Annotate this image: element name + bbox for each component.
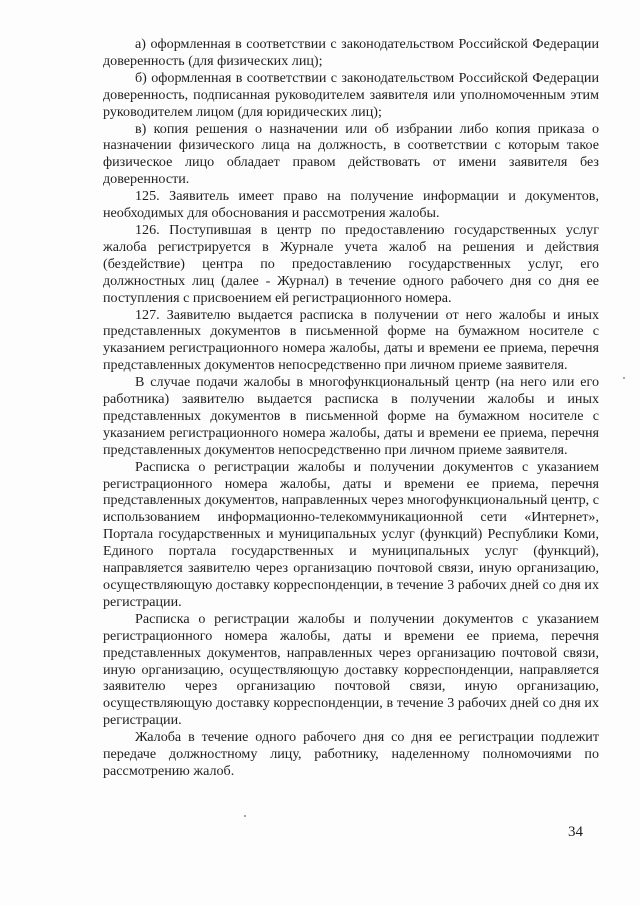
page-number: 34 xyxy=(568,824,583,840)
paragraph-receipt-internet: Расписка о регистрации жалобы и получении документов с указанием регистрационного номера жалобы, даты и времени ее приема, перечня представленных документов, направленных через многофункциональный центр, с использованием информационно-телекоммуникационной сети «Интернет», Портала государственных и муниципальных услуг (функций) Республики Коми, Единого портала государственных и муниципальных услуг (функций), направляется заявителю через организацию почтовой связи, иную организацию, осуществляющую доставку корреспонденции, в течение 3 рабочих дней со дня их регистрации. xyxy=(103,458,599,610)
scan-speck xyxy=(623,377,625,379)
paragraph-127: 127. Заявителю выдается расписка в получении от него жалобы и иных представленных документов в письменной форме на бумажном носителе с указанием регистрационного номера жалобы, даты и времени ее приема, перечня представленных документов непосредственно при личном приеме заявителя. xyxy=(103,306,599,374)
scan-speck xyxy=(244,815,246,817)
paragraph-power-of-attorney-legal-entity: б) оформленная в соответствии с законодательством Российской Федерации доверенность, подписанная руководителем заявителя или уполномоченным этим руководителем лицом (для юридических лиц); xyxy=(103,69,599,120)
paragraph-mfc-receipt: В случае подачи жалобы в многофункциональный центр (на него или его работника) заявителю выдается расписка в получении жалобы и иных представленных документов в письменной форме на бумажном носителе с указанием регистрационного номера жалобы, даты и времени ее приема, перечня представленных документов непосредственно при личном приеме заявителя. xyxy=(103,374,599,458)
body-text xyxy=(103,36,599,780)
paragraph-complaint-transfer: Жалоба в течение одного рабочего дня со дня ее регистрации подлежит передаче должностному лицу, работнику, наделенному полномочиями по рассмотрению жалоб. xyxy=(103,729,599,779)
paragraph-power-of-attorney-individual: а) оформленная в соответствии с законодательством Российской Федерации доверенность (для физических лиц); xyxy=(103,36,599,69)
paragraph-appointment-decision-copy: в) копия решения о назначении или об избрании либо копия приказа о назначении физического лица на должность, в соответствии с которым такое физическое лицо обладает правом действовать от имени заявителя без доверенности. xyxy=(103,120,599,188)
paragraph-receipt-postal: Расписка о регистрации жалобы и получении документов с указанием регистрационного номера жалобы, даты и времени ее приема, перечня представленных документов, направленных через организацию почтовой связи, иную организацию, осуществляющую доставку корреспонденции, направляется заявителю через организацию почтовой связи, иную организацию, осуществляющую доставку корреспонденции, в течение 3 рабочих дней со дня их регистрации. xyxy=(103,610,599,729)
paragraph-126: 126. Поступившая в центр по предоставлению государственных услуг жалоба регистрируется в Журнале учета жалоб на решения и действия (бездействие) центра по предоставлению государственных услуг, его должностных лиц (далее - Журнал) в течение одного рабочего дня со дня ее поступления с присвоением ей регистрационного номера. xyxy=(103,221,599,306)
paragraph-125: 125. Заявитель имеет право на получение информации и документов, необходимых для обоснования и рассмотрения жалобы. xyxy=(103,188,599,222)
